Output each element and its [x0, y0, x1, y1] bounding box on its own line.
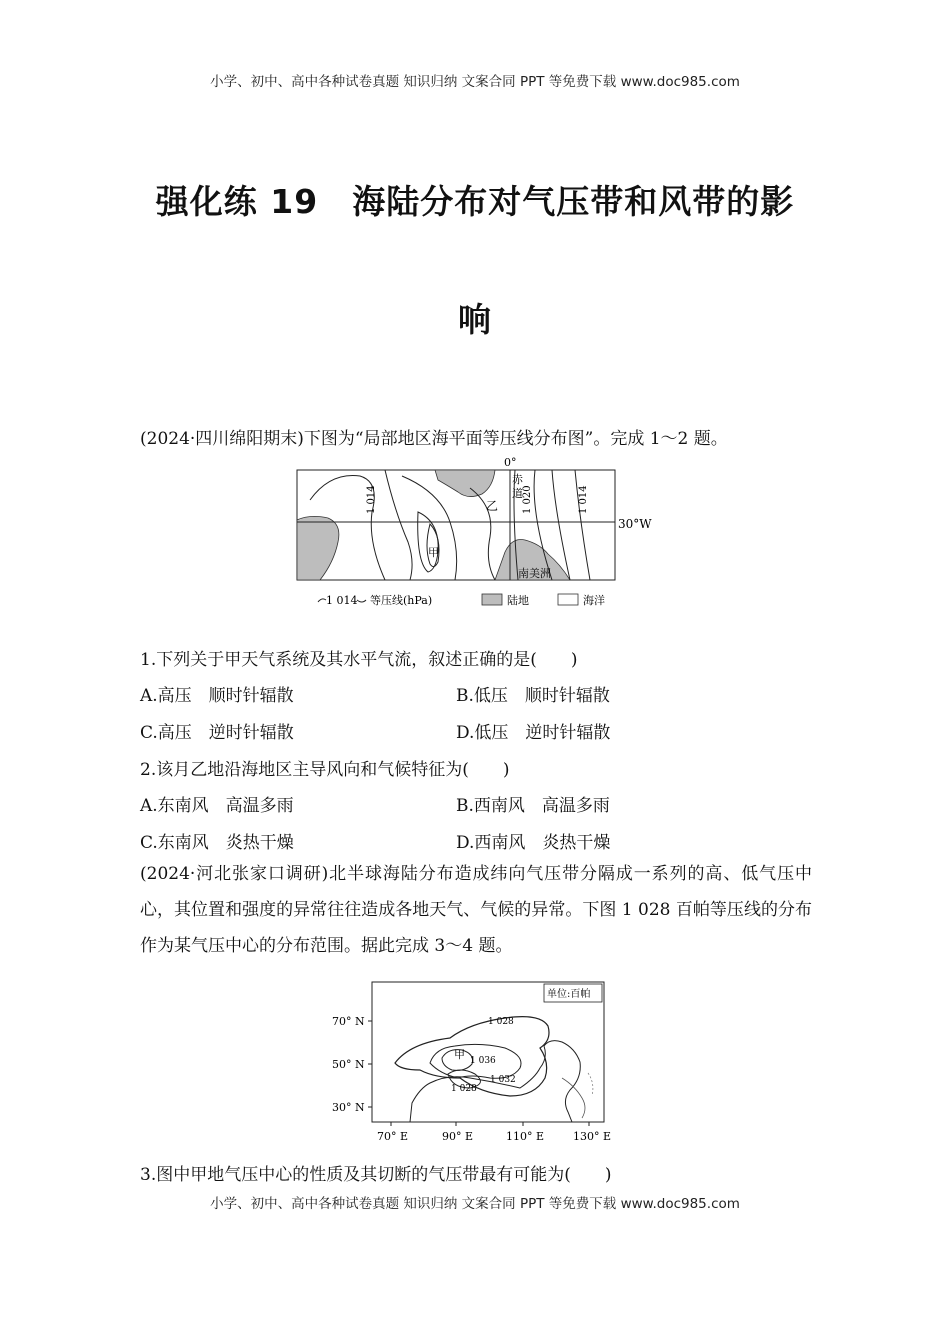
intro-q3-4: (2024·河北张家口调研)北半球海陆分布造成纬向气压带分隔成一系列的高、低气压中心，其位置和强度的异常往往造成各地天气、气候的异常。下图 1 028 百帕等压线的分布作为某气压中心的分布范围。据此完成 3～4 题。 [140, 864, 812, 956]
lon-label-70e: 70° E [377, 1130, 409, 1143]
legend-isobar-sample: 1 014 [326, 594, 358, 607]
label-equator-2: 道 [512, 487, 523, 500]
lon-label-110e: 110° E [506, 1130, 545, 1143]
page-header: 小学、初中、高中各种试卷真题 知识归纳 文案合同 PPT 等免费下载 www.doc985.com [210, 74, 740, 90]
isobar-label-1032: 1 032 [490, 1075, 516, 1085]
page-title-line1: 强化练 19 海陆分布对气压带和风带的影 [155, 182, 795, 221]
pressure-center-map-figure [330, 978, 615, 1148]
legend-land: 陆地 [507, 594, 529, 607]
page-title-line2: 响 [458, 300, 492, 339]
q2-stem: 2.该月乙地沿海地区主导风向和气候特征为( ) [140, 760, 510, 780]
q2-option-d: D.西南风 炎热干燥 [456, 833, 611, 853]
q1-stem: 1.下列关于甲天气系统及其水平气流，叙述正确的是( ) [140, 650, 578, 670]
label-south-america: 南美洲 [518, 567, 551, 580]
q2-option-b: B.西南风 高温多雨 [456, 796, 610, 816]
isobar-label-1014-left: 1 014 [366, 485, 377, 514]
point-yi: 乙 [486, 499, 499, 513]
q1-option-c: C.高压 逆时针辐散 [140, 723, 294, 743]
legend-ocean-swatch [558, 594, 578, 605]
q2-option-c: C.东南风 炎热干燥 [140, 833, 294, 853]
q1-option-d: D.低压 逆时针辐散 [456, 723, 611, 743]
legend-isobar-tail [357, 600, 366, 602]
label-lon-0: 0° [504, 456, 517, 469]
isobar-label-1028-top: 1 028 [488, 1017, 514, 1027]
q1-option-b: B.低压 顺时针辐散 [456, 686, 610, 706]
point-jia-map2: 甲 [454, 1048, 465, 1061]
isobar-label-1020: 1 020 [522, 485, 533, 514]
q3-stem: 3.图中甲地气压中心的性质及其切断的气压带最有可能为( ) [140, 1165, 612, 1185]
legend-land-swatch [482, 594, 502, 605]
label-equator-1: 赤 [512, 473, 523, 486]
legend-isobar-icon [318, 599, 326, 602]
isobar-map-figure [290, 452, 670, 612]
legend-isobar: 等压线(hPa) [370, 594, 433, 607]
lon-label-90e: 90° E [442, 1130, 474, 1143]
lat-label-50n: 50° N [332, 1058, 365, 1071]
q1-option-a: A.高压 顺时针辐散 [140, 686, 294, 706]
label-lat-30w: 30°W [618, 517, 652, 531]
point-jia: 甲 [428, 546, 439, 559]
lat-label-70n: 70° N [332, 1015, 365, 1028]
intro-q1-2: (2024·四川绵阳期末)下图为“局部地区海平面等压线分布图”。完成 1～2 题。 [140, 429, 728, 449]
q2-option-a: A.东南风 高温多雨 [140, 796, 294, 816]
unit-label: 单位:百帕 [547, 989, 591, 1000]
lon-label-130e: 130° E [573, 1130, 612, 1143]
isobar-label-1028-bottom: 1 028 [451, 1084, 477, 1094]
isobar-label-1036: 1 036 [470, 1056, 496, 1066]
isobar-label-1014-right: 1 014 [578, 485, 589, 514]
lat-label-30n: 30° N [332, 1101, 365, 1114]
page-footer: 小学、初中、高中各种试卷真题 知识归纳 文案合同 PPT 等免费下载 www.doc985.com [210, 1196, 740, 1212]
legend-ocean: 海洋 [583, 594, 605, 607]
